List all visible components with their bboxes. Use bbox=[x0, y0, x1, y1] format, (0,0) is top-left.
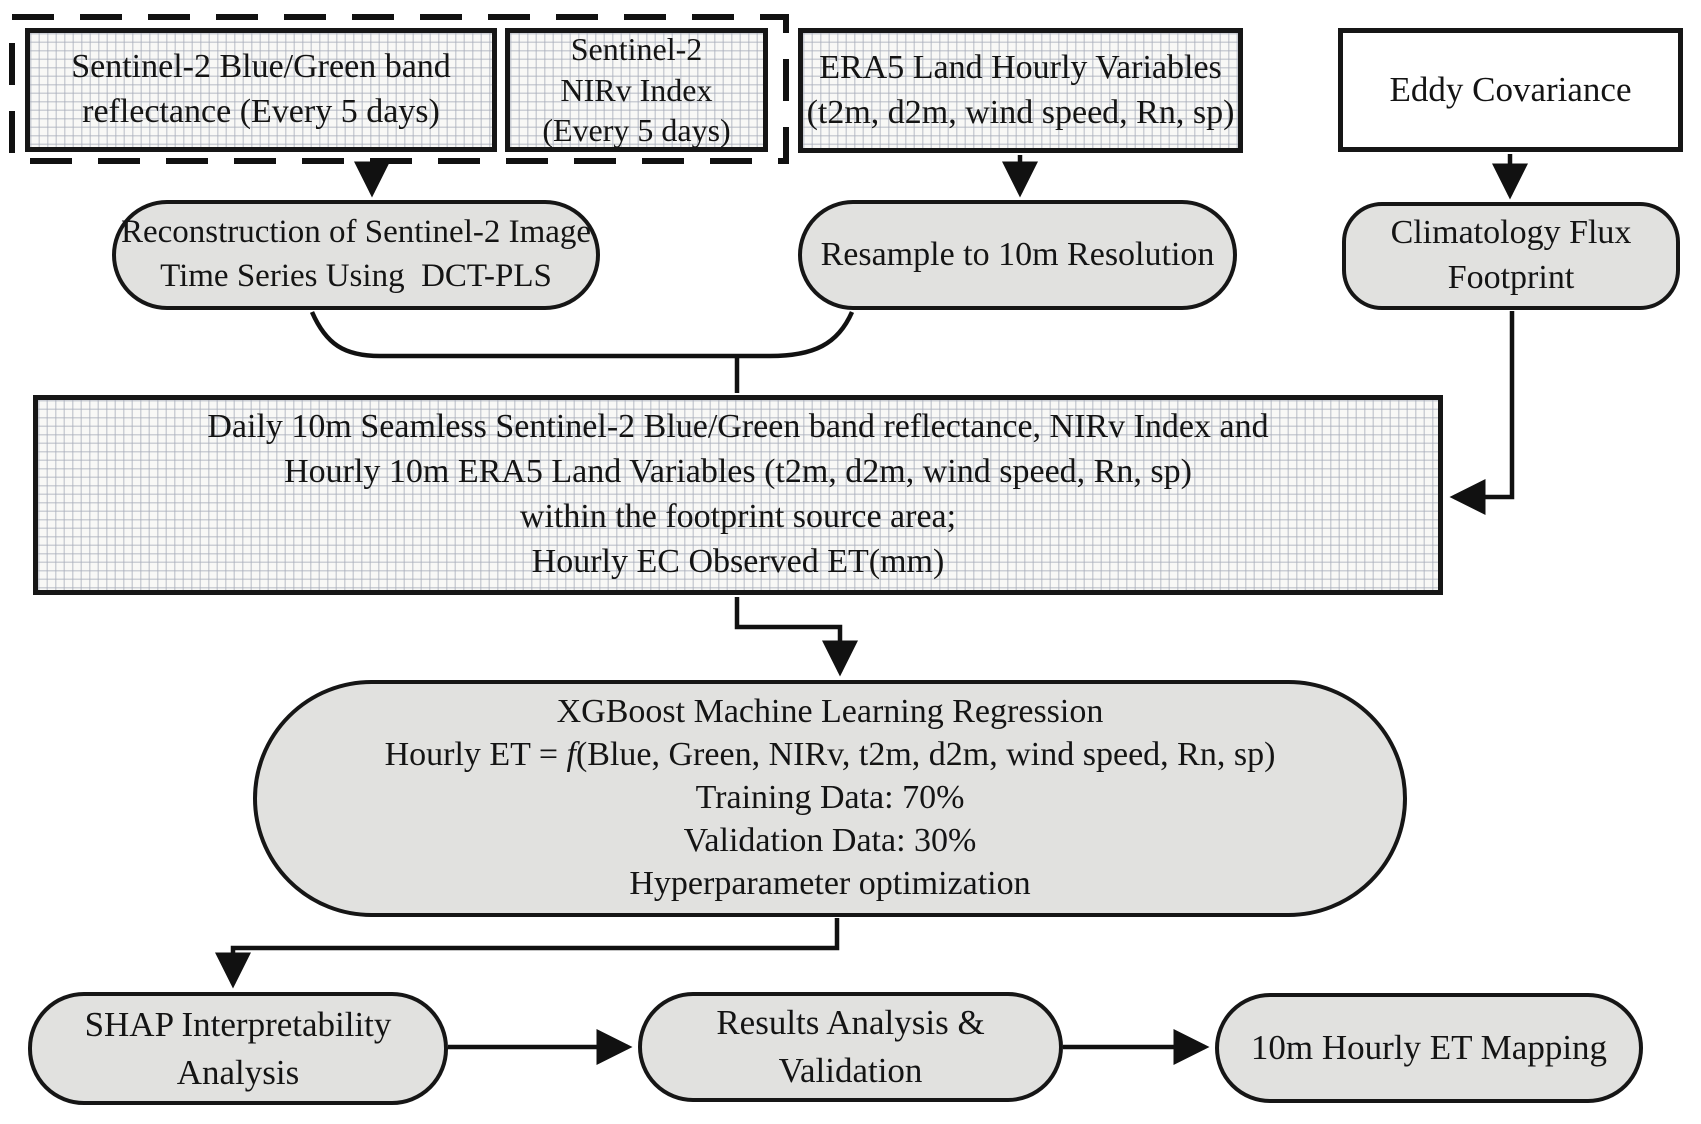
node-text: Hourly EC Observed ET(mm) bbox=[531, 542, 945, 580]
node-reconstruction-dctpls bbox=[112, 200, 600, 310]
xgboost-formula bbox=[385, 734, 1276, 777]
node-text: Eddy Covariance bbox=[1389, 70, 1632, 110]
node-text: Sentinel-2 bbox=[570, 30, 703, 67]
node-text: Hyperparameter optimization bbox=[629, 864, 1031, 902]
node-text: Results Analysis & bbox=[716, 1003, 985, 1043]
node-xgboost-regression bbox=[253, 680, 1407, 917]
node-text: 10m Hourly ET Mapping bbox=[1250, 1028, 1608, 1068]
connector-xgboost-to-shap bbox=[233, 918, 837, 984]
node-text: NIRv Index bbox=[560, 71, 713, 108]
node-text: within the footprint source area; bbox=[519, 498, 957, 535]
node-text: (Every 5 days) bbox=[542, 112, 731, 149]
formula-args: (Blue, Green, NIRv, t2m, d2m, wind speed, Rn, sp) bbox=[575, 736, 1276, 774]
connector-merge-curve bbox=[312, 312, 852, 356]
node-text: Daily 10m Seamless Sentinel-2 Blue/Green band reflectance, NIRv Index and bbox=[207, 408, 1269, 446]
node-text: Hourly 10m ERA5 Land Variables (t2m, d2m, wind speed, Rn, sp) bbox=[284, 453, 1192, 491]
connector-merged-to-xgboost bbox=[737, 597, 840, 672]
node-text: Climatology Flux bbox=[1390, 214, 1632, 252]
formula-prefix: Hourly ET = bbox=[384, 736, 567, 774]
node-text: ERA5 Land Hourly Variables bbox=[819, 48, 1222, 86]
node-text: Reconstruction of Sentinel-2 Image bbox=[120, 214, 592, 251]
node-sentinel2-reflectance bbox=[25, 28, 497, 152]
node-text: Analysis bbox=[176, 1052, 300, 1092]
node-merged-dataset bbox=[33, 395, 1443, 595]
node-resample-10m bbox=[798, 200, 1237, 310]
formula-f: f bbox=[566, 736, 576, 774]
node-text: Validation Data: 30% bbox=[683, 821, 977, 859]
node-text: reflectance (Every 5 days) bbox=[82, 93, 440, 130]
connector-footprint-to-merged bbox=[1454, 311, 1512, 497]
node-text: XGBoost Machine Learning Regression bbox=[556, 693, 1104, 731]
node-eddy-covariance bbox=[1338, 28, 1683, 152]
node-shap-analysis bbox=[28, 992, 448, 1105]
node-text: Footprint bbox=[1447, 259, 1575, 296]
node-text: Time Series Using DCT-PLS bbox=[160, 258, 552, 294]
node-era5-variables bbox=[798, 28, 1243, 153]
node-text: Training Data: 70% bbox=[695, 779, 965, 817]
node-climatology-footprint bbox=[1342, 202, 1680, 310]
node-text: SHAP Interpretability bbox=[84, 1004, 392, 1044]
node-text: (t2m, d2m, wind speed, Rn, sp) bbox=[806, 93, 1235, 131]
node-text: Validation bbox=[778, 1051, 923, 1090]
node-text: Sentinel-2 Blue/Green band bbox=[71, 48, 451, 86]
node-results-validation bbox=[638, 992, 1063, 1102]
node-sentinel2-nirv bbox=[505, 28, 768, 152]
node-et-mapping bbox=[1215, 993, 1643, 1103]
node-text: Resample to 10m Resolution bbox=[820, 235, 1215, 273]
